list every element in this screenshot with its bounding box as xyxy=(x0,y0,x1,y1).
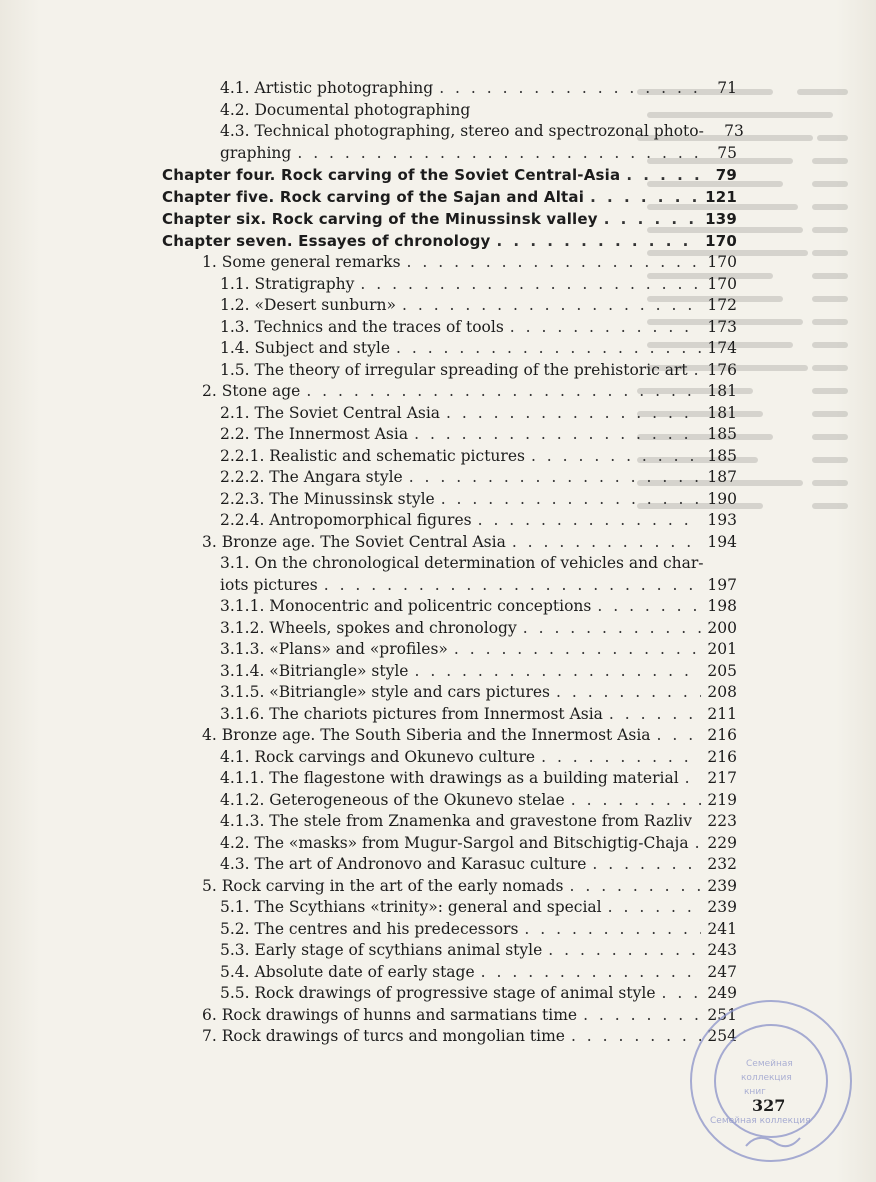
toc-leader-dots xyxy=(556,682,701,704)
toc-entry-page: 139 xyxy=(705,210,737,228)
toc-leader-dots xyxy=(446,403,701,425)
toc-leader-dots xyxy=(306,381,701,403)
toc-leader-dots xyxy=(524,919,701,941)
toc-entry xyxy=(162,381,737,403)
toc-entry xyxy=(162,338,737,360)
toc-entry xyxy=(162,532,737,554)
toc-leader-dots xyxy=(481,962,702,984)
toc-leader-dots xyxy=(497,230,700,252)
toc-entry-page: 170 xyxy=(707,253,737,271)
toc-entry xyxy=(162,747,737,769)
toc-entry xyxy=(162,790,737,812)
toc-entry-page: 181 xyxy=(707,403,737,422)
toc-leader-dots xyxy=(571,1026,701,1048)
toc-entry-page: 176 xyxy=(707,360,737,379)
toc-entry-title: 4.2. The «masks» from Mugur-Sargol and Bitschigtig-Chaja xyxy=(220,833,689,852)
toc-entry xyxy=(162,768,737,790)
toc-entry-page: 121 xyxy=(705,188,737,206)
toc-entry-title: 1. Some general remarks xyxy=(202,253,401,271)
toc-entry-page: 205 xyxy=(707,661,737,680)
toc-entry xyxy=(162,424,737,446)
toc-entry xyxy=(162,403,737,425)
toc-entry-title: 4.1. Artistic photographing xyxy=(220,79,434,97)
page-number: 327 xyxy=(752,1096,786,1115)
toc-leader-dots xyxy=(571,790,702,812)
toc-entry-page: 190 xyxy=(707,489,737,508)
toc-entry xyxy=(162,553,737,575)
toc-leader-dots xyxy=(583,1005,701,1027)
toc-entry-page: 239 xyxy=(707,876,737,895)
toc-entry-title: 3.1.4. «Bitriangle» style xyxy=(220,661,409,680)
toc-entry-title: 2.2.3. The Minussinsk style xyxy=(220,489,435,508)
toc-entry-page: 239 xyxy=(707,898,737,916)
toc-entry xyxy=(162,854,737,876)
toc-entry-title: 3.1.3. «Plans» and «profiles» xyxy=(220,640,448,658)
toc-entry xyxy=(162,295,737,317)
toc-entry-title: iots pictures xyxy=(220,575,318,594)
toc-leader-dots xyxy=(441,489,702,511)
toc-entry xyxy=(162,360,737,382)
toc-entry-page: 216 xyxy=(707,747,737,766)
toc-entry xyxy=(162,121,744,143)
toc-entry-title: 1.5. The theory of irregular spreading of the prehistoric art xyxy=(220,360,688,379)
toc-entry-title: 5.1. The Scythians «trinity»: general and special xyxy=(220,898,602,916)
toc-entry-title: 2.2.2. The Angara style xyxy=(220,468,403,486)
toc-entry-page: 185 xyxy=(707,425,737,443)
toc-entry-title: 5.3. Early stage of scythians animal style xyxy=(220,941,543,959)
toc-leader-dots xyxy=(597,596,701,618)
toc-entry xyxy=(162,143,737,165)
toc-entry-page: 73 xyxy=(724,122,744,140)
toc-entry xyxy=(162,639,737,661)
toc-entry-page: 216 xyxy=(707,726,737,744)
toc-entry xyxy=(162,1026,737,1048)
toc-entry-title: 3.1.2. Wheels, spokes and chronology xyxy=(220,618,517,637)
toc-leader-dots xyxy=(324,575,702,597)
toc-entry-page: 251 xyxy=(707,1005,737,1024)
toc-entry-title: 4.1.3. The stele from Znamenka and gravestone from Razliv xyxy=(220,812,693,830)
table-of-contents xyxy=(162,78,744,1048)
toc-entry-page: 198 xyxy=(707,597,737,615)
toc-entry xyxy=(162,897,737,919)
toc-entry-title: 4.3. Technical photographing, stereo and spectrozonal photo- xyxy=(220,122,704,140)
toc-leader-dots xyxy=(454,639,702,661)
toc-leader-dots xyxy=(531,446,701,468)
toc-entry-page: 232 xyxy=(707,855,737,873)
toc-entry-page: 75 xyxy=(717,143,737,162)
toc-entry-page: 197 xyxy=(707,575,737,594)
toc-chapter-entry xyxy=(162,208,737,230)
toc-entry-title: 1.1. Stratigraphy xyxy=(220,274,355,293)
toc-leader-dots xyxy=(685,768,702,790)
svg-text:коллекция: коллекция xyxy=(741,1073,792,1083)
toc-entry xyxy=(162,489,737,511)
toc-entry xyxy=(162,1005,737,1027)
toc-entry-title: 5.5. Rock drawings of progressive stage of animal style xyxy=(220,984,656,1002)
toc-entry-page: 211 xyxy=(707,704,737,723)
toc-entry xyxy=(162,446,737,468)
toc-entry-title: Chapter four. Rock carving of the Soviet Central-Asia xyxy=(162,166,621,184)
toc-leader-dots xyxy=(604,208,699,230)
toc-entry xyxy=(162,940,737,962)
toc-entry-title: 7. Rock drawings of turcs and mongolian time xyxy=(202,1027,565,1045)
toc-entry xyxy=(162,510,737,532)
toc-entry xyxy=(162,317,737,339)
toc-entry-page: 185 xyxy=(707,446,737,465)
toc-entry xyxy=(162,833,737,855)
toc-entry-title: 2.2.1. Realistic and schematic pictures xyxy=(220,446,525,465)
toc-entry-page: 249 xyxy=(707,984,737,1002)
toc-entry-title: Chapter five. Rock carving of the Sajan and Altai xyxy=(162,188,585,206)
toc-entry-title: 4.2. Documental photographing xyxy=(220,100,471,119)
svg-text:Семейная: Семейная xyxy=(746,1059,793,1069)
toc-leader-dots xyxy=(609,704,701,726)
toc-entry-title: 4. Bronze age. The South Siberia and the Innermost Asia xyxy=(202,726,651,744)
toc-leader-dots xyxy=(396,338,701,360)
toc-entry-page: 170 xyxy=(705,232,737,250)
toc-entry-page: 174 xyxy=(707,339,737,357)
toc-entry-title: 5.4. Absolute date of early stage xyxy=(220,962,475,981)
toc-entry xyxy=(162,811,737,833)
toc-entry-page: 217 xyxy=(707,769,737,787)
toc-leader-dots xyxy=(592,854,701,876)
toc-entry-page: 254 xyxy=(707,1027,737,1045)
toc-leader-dots xyxy=(360,274,701,296)
toc-leader-dots xyxy=(297,143,703,165)
toc-leader-dots xyxy=(608,897,702,919)
toc-entry-title: 2.2. The Innermost Asia xyxy=(220,425,409,443)
toc-chapter-entry xyxy=(162,230,737,252)
toc-leader-dots xyxy=(569,876,701,898)
toc-entry-title: 1.2. «Desert sunburn» xyxy=(220,296,396,314)
toc-entry-title: 3.1.5. «Bitriangle» style and cars pictures xyxy=(220,683,550,701)
toc-leader-dots xyxy=(414,424,701,446)
toc-entry-page: 219 xyxy=(707,790,737,809)
toc-entry xyxy=(162,919,737,941)
toc-leader-dots xyxy=(510,317,702,339)
toc-leader-dots xyxy=(523,618,702,640)
toc-entry-page: 79 xyxy=(715,166,737,184)
toc-entry-page: 173 xyxy=(707,317,737,336)
toc-entry-title: 4.3. The art of Andronovo and Karasuc culture xyxy=(220,855,587,873)
toc-leader-dots xyxy=(695,833,702,855)
toc-leader-dots xyxy=(694,360,702,382)
toc-entry-title: 4.1.2. Geterogeneous of the Okunevo stelae xyxy=(220,790,565,809)
toc-entry-title: 6. Rock drawings of hunns and sarmatians time xyxy=(202,1005,578,1024)
toc-entry-page: 247 xyxy=(707,962,737,981)
toc-entry-title: graphing xyxy=(220,143,292,162)
toc-entry-title: 4.1. Rock carvings and Okunevo culture xyxy=(220,747,536,766)
toc-leader-dots xyxy=(541,747,701,769)
toc-entry-title: 4.1.1. The flagestone with drawings as a building material xyxy=(220,769,679,787)
toc-leader-dots xyxy=(409,467,702,489)
toc-entry-page: 194 xyxy=(707,532,737,551)
toc-entry xyxy=(162,575,737,597)
toc-entry xyxy=(162,596,737,618)
stamp-caption: Семейная коллекция xyxy=(710,1116,811,1126)
toc-entry-title: 3. Bronze age. The Soviet Central Asia xyxy=(202,532,506,551)
toc-entry xyxy=(162,983,737,1005)
toc-entry-page: 223 xyxy=(707,812,737,830)
toc-leader-dots xyxy=(402,295,701,317)
toc-entry-title: 1.3. Technics and the traces of tools xyxy=(220,317,504,336)
toc-entry xyxy=(162,252,737,274)
toc-entry xyxy=(162,704,737,726)
toc-leader-dots xyxy=(439,78,703,100)
toc-entry-page: 71 xyxy=(717,79,737,97)
toc-entry xyxy=(162,876,737,898)
toc-leader-dots xyxy=(657,725,702,747)
toc-entry-title: Chapter six. Rock carving of the Minussinsk valley xyxy=(162,210,598,228)
toc-entry-page: 187 xyxy=(707,468,737,486)
toc-entry xyxy=(162,467,737,489)
toc-leader-dots xyxy=(512,532,702,554)
toc-entry-page: 208 xyxy=(707,683,737,701)
toc-entry-page: 229 xyxy=(707,833,737,852)
toc-entry-page: 243 xyxy=(707,941,737,959)
toc-entry-page: 241 xyxy=(707,919,737,938)
toc-entry-title: 3.1. On the chronological determination of vehicles and char- xyxy=(220,554,704,572)
toc-leader-dots xyxy=(414,661,701,683)
toc-entry-page: 193 xyxy=(707,511,737,529)
toc-entry-page: 172 xyxy=(707,296,737,314)
toc-entry xyxy=(162,274,737,296)
toc-entry-page: 200 xyxy=(707,618,737,637)
toc-leader-dots xyxy=(626,164,703,186)
toc-chapter-entry xyxy=(162,164,737,186)
toc-leader-dots xyxy=(548,940,701,962)
toc-entry-page: 170 xyxy=(707,274,737,293)
toc-entry-title: 2.2.4. Antropomorphical figures xyxy=(220,511,472,529)
toc-entry xyxy=(162,962,737,984)
library-stamp xyxy=(686,996,856,1166)
toc-leader-dots xyxy=(407,252,702,274)
svg-text:книг: книг xyxy=(744,1087,766,1097)
toc-leader-dots xyxy=(478,510,702,532)
toc-entry-title: 2.1. The Soviet Central Asia xyxy=(220,403,441,422)
toc-entry xyxy=(162,100,737,122)
toc-entry-title: 5.2. The centres and his predecessors xyxy=(220,919,519,938)
toc-entry-title: 2. Stone age xyxy=(202,382,301,400)
toc-entry xyxy=(162,682,737,704)
toc-entry xyxy=(162,661,737,683)
toc-entry-title: 3.1.6. The chariots pictures from Innermost Asia xyxy=(220,704,603,723)
toc-entry-title: 5. Rock carving in the art of the early nomads xyxy=(202,876,564,895)
toc-entry xyxy=(162,78,737,100)
toc-entry-title: Chapter seven. Essayes of chronology xyxy=(162,232,491,250)
toc-entry-page: 181 xyxy=(707,382,737,400)
toc-entry-title: 3.1.1. Monocentric and policentric conceptions xyxy=(220,597,592,615)
toc-entry xyxy=(162,618,737,640)
toc-entry-title: 1.4. Subject and style xyxy=(220,339,390,357)
toc-entry xyxy=(162,725,737,747)
toc-leader-dots xyxy=(590,186,699,208)
toc-entry-page: 201 xyxy=(707,640,737,658)
toc-chapter-entry xyxy=(162,186,737,208)
